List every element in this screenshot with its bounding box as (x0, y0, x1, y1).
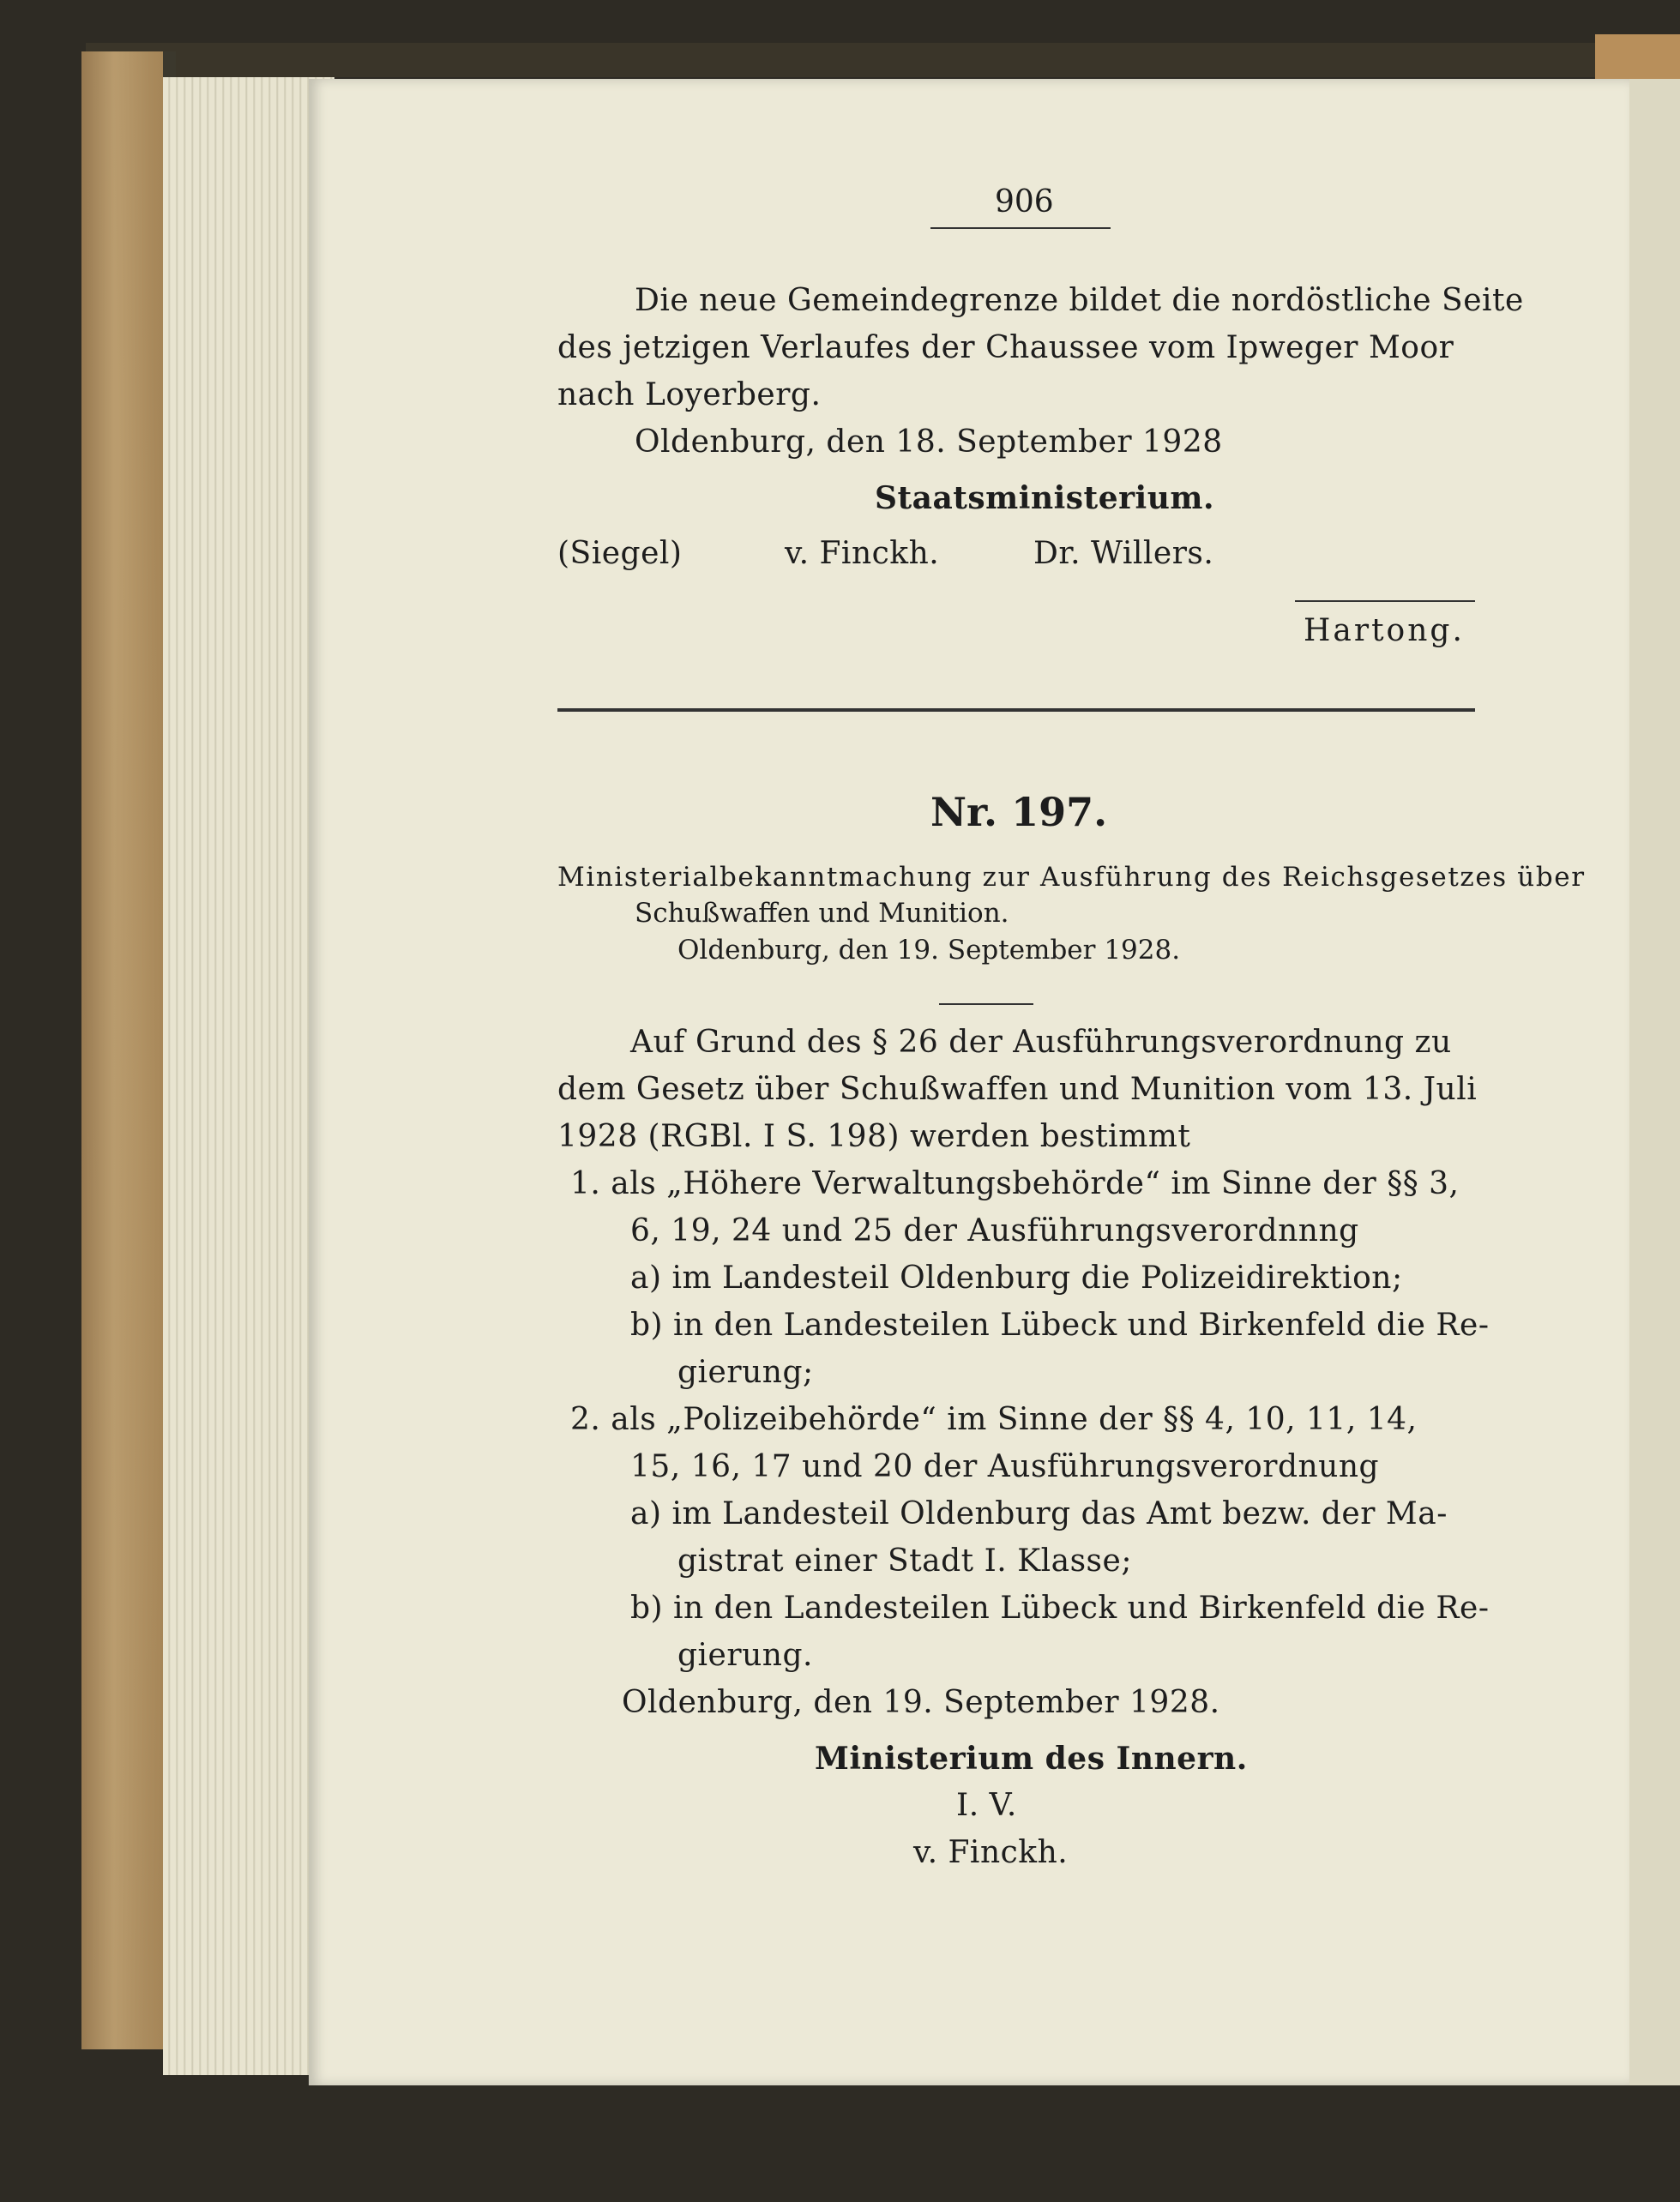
decree-date: Oldenburg, den 19. September 1928. (677, 935, 1181, 966)
ministry-title: Staatsministerium. (875, 480, 1215, 516)
list-subitem: b) in den Landesteilen Lübeck und Birkenfeld die Re- (630, 1591, 1490, 1626)
paragraph-line: des jetzigen Verlaufes der Chaussee vom Ipweger Moor (557, 330, 1454, 365)
list-item: 6, 19, 24 und 25 der Ausführungsverordnnng (630, 1213, 1359, 1248)
list-subitem: gierung. (677, 1638, 813, 1673)
next-page (1625, 79, 1680, 2085)
leather-spine (81, 51, 163, 2049)
decree-heading: Ministerialbekanntmachung zur Ausführung des Reichsgesetzes über (557, 862, 1586, 893)
leather-corner (1595, 34, 1680, 86)
ministry-title: Ministerium des Innern. (815, 1741, 1248, 1777)
iv-label: I. V. (956, 1788, 1017, 1823)
date-line: Oldenburg, den 19. September 1928. (622, 1685, 1220, 1720)
signature: Dr. Willers. (1033, 536, 1214, 571)
list-subitem: b) in den Landesteilen Lübeck und Birkenfeld die Re- (630, 1308, 1490, 1343)
list-subitem: gierung; (677, 1355, 814, 1390)
decree-number: Nr. 197. (930, 789, 1108, 835)
countersignature: Hartong. (1304, 613, 1465, 648)
list-item: 1. als „Höhere Verwaltungsbehörde“ im Sinne der §§ 3, (570, 1166, 1460, 1201)
signature-rule (1295, 600, 1475, 602)
decree-heading: Schußwaffen und Munition. (635, 898, 1009, 929)
list-item: 15, 16, 17 und 20 der Ausführungsverordnung (630, 1449, 1380, 1484)
signature: v. Finckh. (785, 536, 940, 571)
page-number-rule (930, 227, 1111, 229)
body-line: 1928 (RGBl. I S. 198) werden bestimmt (557, 1119, 1191, 1154)
book-top-edge (86, 43, 1680, 77)
body-line: dem Gesetz über Schußwaffen und Munition vom 13. Juli (557, 1072, 1478, 1107)
date-line: Oldenburg, den 18. September 1928 (635, 424, 1223, 460)
paragraph-line: nach Loyerberg. (557, 377, 822, 412)
paragraph-line: Die neue Gemeindegrenze bildet die nordöstliche Seite (635, 283, 1524, 318)
heading-rule (939, 1003, 1033, 1005)
seal-label: (Siegel) (557, 536, 683, 571)
signature: v. Finckh. (913, 1835, 1069, 1870)
list-subitem: a) im Landesteil Oldenburg das Amt bezw. der Ma- (630, 1496, 1448, 1531)
list-subitem: gistrat einer Stadt I. Klasse; (677, 1543, 1132, 1579)
list-subitem: a) im Landesteil Oldenburg die Polizeidirektion; (630, 1260, 1403, 1296)
list-item: 2. als „Polizeibehörde“ im Sinne der §§ 4, 10, 11, 14, (570, 1402, 1418, 1437)
body-line: Auf Grund des § 26 der Ausführungsverordnung zu (630, 1025, 1452, 1060)
section-divider (557, 708, 1475, 712)
page-number: 906 (995, 184, 1054, 220)
